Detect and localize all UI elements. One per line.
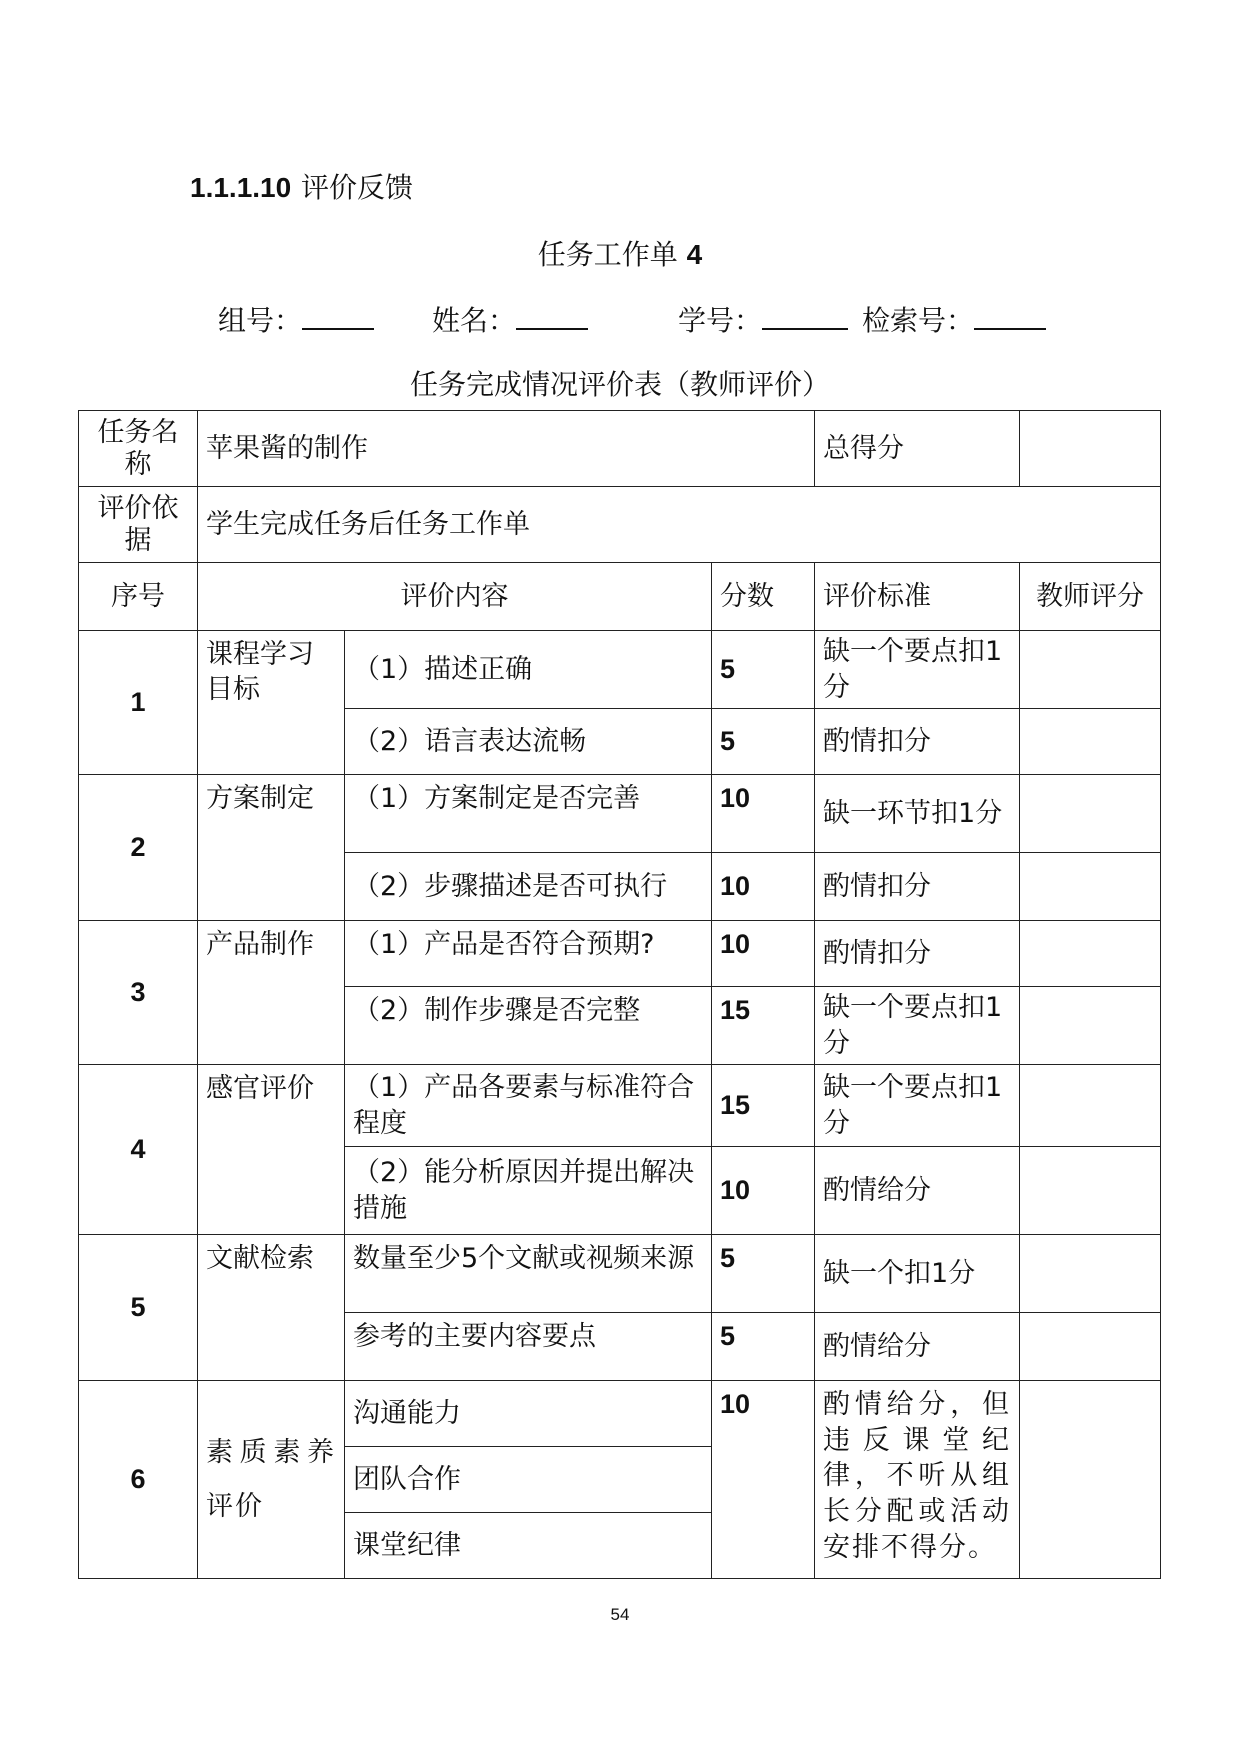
group-6-item-2: 团队合作 bbox=[345, 1447, 712, 1513]
item-criteria: 缺一个要点扣1分 bbox=[815, 987, 1020, 1065]
item-criteria: 酌情扣分 bbox=[815, 709, 1020, 775]
item-score: 5 bbox=[712, 1235, 815, 1313]
group-label: 组号： bbox=[218, 304, 303, 337]
table-row bbox=[79, 631, 1161, 709]
total-score-label: 总得分 bbox=[815, 411, 1020, 487]
basis-value: 学生完成任务后任务工作单 bbox=[198, 487, 1161, 563]
basis-row bbox=[79, 487, 1161, 563]
evaluation-table bbox=[78, 410, 1161, 1579]
item-content: （1）产品是否符合预期? bbox=[345, 921, 712, 987]
table-row bbox=[79, 1235, 1161, 1313]
group-6-item-3: 课堂纪律 bbox=[345, 1513, 712, 1579]
item-teacher-score[interactable] bbox=[1020, 1147, 1161, 1235]
item-teacher-score[interactable] bbox=[1020, 631, 1161, 709]
name-label: 姓名： bbox=[432, 304, 517, 337]
group-seq: 2 bbox=[79, 775, 198, 921]
group-field bbox=[218, 299, 374, 339]
item-criteria: 缺一个要点扣1分 bbox=[815, 1065, 1020, 1147]
group-category: 文献检索 bbox=[198, 1235, 345, 1381]
item-content: （2）能分析原因并提出解决措施 bbox=[345, 1147, 712, 1235]
section-number: 1.1.1.10 bbox=[190, 172, 292, 203]
task-name-row bbox=[79, 411, 1161, 487]
search-id-field bbox=[862, 299, 1046, 339]
search-id-blank[interactable] bbox=[974, 302, 1046, 330]
item-content: （2）语言表达流畅 bbox=[345, 709, 712, 775]
item-teacher-score[interactable] bbox=[1020, 709, 1161, 775]
item-criteria: 酌情扣分 bbox=[815, 921, 1020, 987]
item-score: 10 bbox=[712, 1147, 815, 1235]
header-score: 分数 bbox=[712, 563, 815, 631]
item-teacher-score[interactable] bbox=[1020, 853, 1161, 921]
group-category: 课程学习目标 bbox=[198, 631, 345, 775]
student-id-blank[interactable] bbox=[762, 302, 848, 330]
item-teacher-score[interactable] bbox=[1020, 1235, 1161, 1313]
item-teacher-score[interactable] bbox=[1020, 775, 1161, 853]
doc-title-number: 4 bbox=[686, 239, 703, 270]
group-6 bbox=[79, 1381, 1161, 1579]
name-blank[interactable] bbox=[516, 302, 588, 330]
item-content: 参考的主要内容要点 bbox=[345, 1313, 712, 1381]
group-seq: 3 bbox=[79, 921, 198, 1065]
item-criteria: 缺一个扣1分 bbox=[815, 1235, 1020, 1313]
group-6-category: 素质素养评价 bbox=[198, 1381, 345, 1579]
group-6-criteria: 酌情给分，但违反课堂纪律，不听从组长分配或活动安排不得分。 bbox=[815, 1381, 1020, 1579]
basis-label: 评价依据 bbox=[79, 487, 198, 563]
task-name-label: 任务名称 bbox=[79, 411, 198, 487]
group-6-item-1: 沟通能力 bbox=[345, 1381, 712, 1447]
item-criteria: 酌情给分 bbox=[815, 1313, 1020, 1381]
table-row bbox=[79, 775, 1161, 853]
group-category: 感官评价 bbox=[198, 1065, 345, 1235]
header-seq: 序号 bbox=[79, 563, 198, 631]
student-id-field bbox=[678, 299, 848, 339]
item-content: （1）方案制定是否完善 bbox=[345, 775, 712, 853]
group-seq: 4 bbox=[79, 1065, 198, 1235]
group-blank[interactable] bbox=[302, 302, 374, 330]
task-name-value: 苹果酱的制作 bbox=[198, 411, 815, 487]
item-score: 5 bbox=[712, 1313, 815, 1381]
item-content: （1）产品各要素与标准符合程度 bbox=[345, 1065, 712, 1147]
group-category: 方案制定 bbox=[198, 775, 345, 921]
table-row bbox=[79, 921, 1161, 987]
doc-title-text: 任务工作单 bbox=[537, 238, 678, 271]
item-score: 15 bbox=[712, 1065, 815, 1147]
total-score-value[interactable] bbox=[1020, 411, 1161, 487]
section-heading bbox=[190, 166, 413, 206]
group-6-teacher-score[interactable] bbox=[1020, 1381, 1161, 1579]
group-seq: 5 bbox=[79, 1235, 198, 1381]
group-6-seq: 6 bbox=[79, 1381, 198, 1579]
student-id-label: 学号： bbox=[678, 304, 763, 337]
item-score: 10 bbox=[712, 775, 815, 853]
item-score: 10 bbox=[712, 853, 815, 921]
page-number: 54 bbox=[610, 1605, 630, 1624]
item-teacher-score[interactable] bbox=[1020, 1065, 1161, 1147]
groups-body bbox=[79, 631, 1161, 1381]
item-criteria: 酌情扣分 bbox=[815, 853, 1020, 921]
name-field bbox=[432, 299, 588, 339]
doc-title bbox=[0, 233, 1240, 273]
table-title: 任务完成情况评价表（教师评价） bbox=[409, 368, 830, 401]
item-content: （1）描述正确 bbox=[345, 631, 712, 709]
group-category: 产品制作 bbox=[198, 921, 345, 1065]
item-score: 5 bbox=[712, 631, 815, 709]
item-score: 15 bbox=[712, 987, 815, 1065]
group-6-score: 10 bbox=[712, 1381, 815, 1579]
section-heading-text: 评价反馈 bbox=[300, 171, 413, 204]
item-teacher-score[interactable] bbox=[1020, 987, 1161, 1065]
header-criteria: 评价标准 bbox=[815, 563, 1020, 631]
header-teacher-score: 教师评分 bbox=[1020, 563, 1161, 631]
item-teacher-score[interactable] bbox=[1020, 921, 1161, 987]
table-row bbox=[79, 1381, 1161, 1447]
item-content: 数量至少5个文献或视频来源 bbox=[345, 1235, 712, 1313]
item-content: （2）制作步骤是否完整 bbox=[345, 987, 712, 1065]
item-score: 10 bbox=[712, 921, 815, 987]
item-criteria: 酌情给分 bbox=[815, 1147, 1020, 1235]
header-row bbox=[79, 563, 1161, 631]
header-content: 评价内容 bbox=[198, 563, 712, 631]
item-criteria: 缺一环节扣1分 bbox=[815, 775, 1020, 853]
group-seq: 1 bbox=[79, 631, 198, 775]
item-criteria: 缺一个要点扣1分 bbox=[815, 631, 1020, 709]
item-teacher-score[interactable] bbox=[1020, 1313, 1161, 1381]
item-score: 5 bbox=[712, 709, 815, 775]
item-content: （2）步骤描述是否可执行 bbox=[345, 853, 712, 921]
table-row bbox=[79, 1065, 1161, 1147]
search-id-label: 检索号： bbox=[862, 304, 975, 337]
